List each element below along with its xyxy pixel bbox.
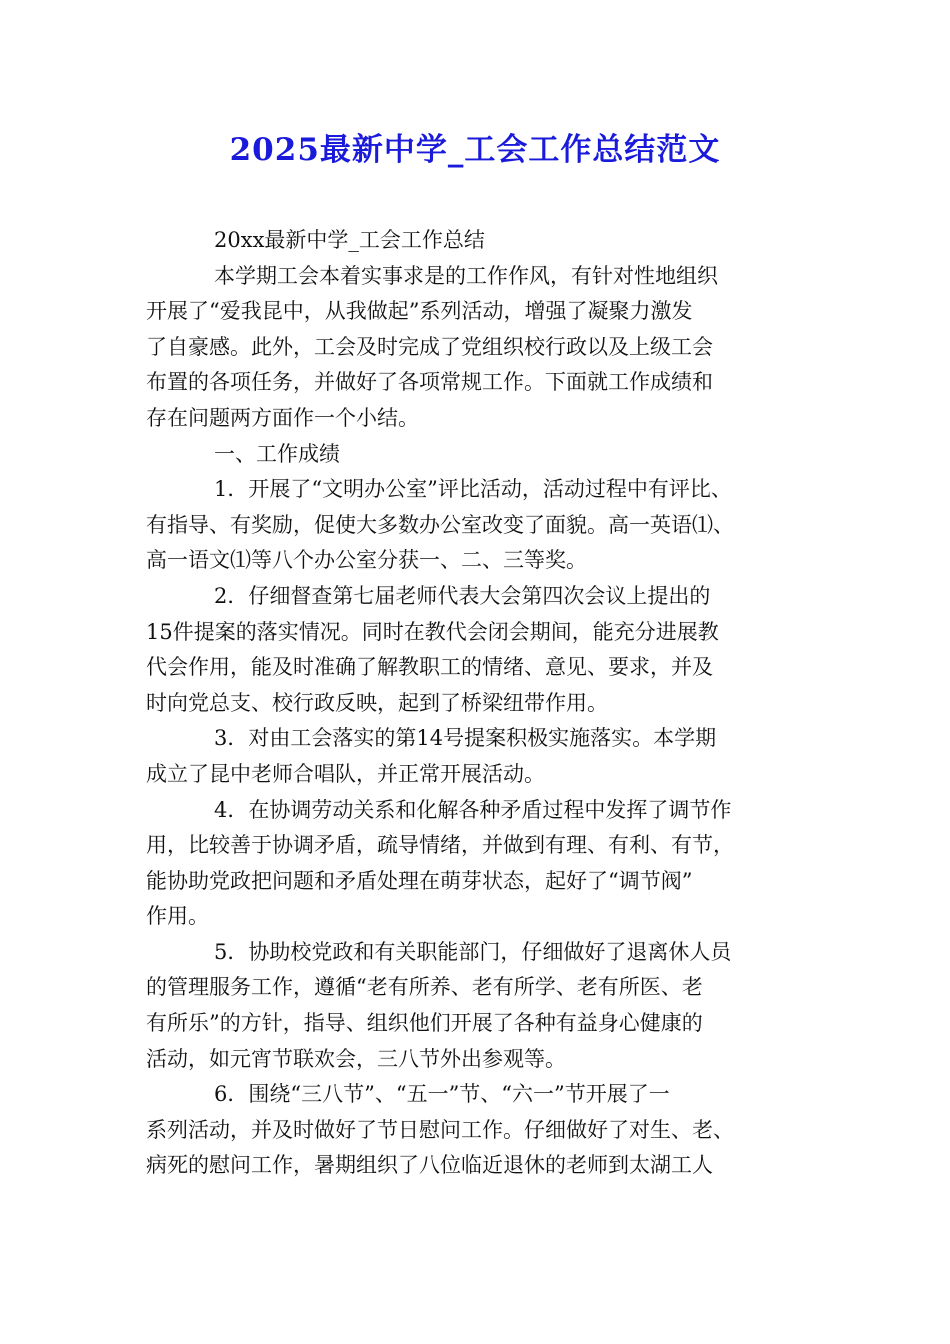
text-line: 布置的各项任务，并做好了各项常规工作。下面就工作成绩和 [146,370,713,395]
text-line: 时向党总支、校行政反映，起到了桥梁纽带作用。 [146,690,608,715]
text-line: 了自豪感。此外，工会及时完成了党组织校行政以及上级工会 [146,334,713,359]
text-line: 4．在协调劳动关系和化解各种矛盾过程中发挥了调节作 [214,797,732,822]
text-line: 1．开展了“文明办公室”评比活动，活动过程中有评比、 [214,477,732,502]
document-body [146,223,806,1184]
text-line: 高一语文⑴等八个办公室分获一、二、三等奖。 [146,548,587,573]
text-line: 的管理服务工作，遵循“老有所养、老有所学、老有所医、老 [146,975,703,1000]
text-line: 开展了“爱我昆中，从我做起”系列活动，增强了凝聚力激发 [146,299,693,324]
text-line: 有指导、有奖励，促使大多数办公室改变了面貌。高一英语⑴、 [146,512,734,537]
text-line: 有所乐”的方针，指导、组织他们开展了各种有益身心健康的 [146,1011,703,1036]
text-line: 病死的慰问工作，暑期组织了八位临近退休的老师到太湖工人 [146,1153,713,1178]
text-line: 一、工作成绩 [214,441,340,466]
text-line: 3．对由工会落实的第14号提案积极实施落实。本学期 [214,726,717,751]
text-line: 6．围绕“三八节”、“五一”节、“六一”节开展了一 [214,1082,670,1107]
text-line: 成立了昆中老师合唱队，并正常开展活动。 [146,761,545,786]
text-line: 作用。 [146,904,209,929]
text-line: 能协助党政把问题和矛盾处理在萌芽状态，起好了“调节阀” [146,868,693,893]
text-line: 存在问题两方面作一个小结。 [146,405,419,430]
text-line: 用，比较善于协调矛盾，疏导情绪，并做到有理、有利、有节， [146,833,734,858]
text-line: 代会作用，能及时准确了解教职工的情绪、意见、要求，并及 [146,655,713,680]
text-line: 15件提案的落实情况。同时在教代会闭会期间，能充分进展教 [146,619,719,644]
text-line: 系列活动，并及时做好了节日慰问工作。仔细做好了对生、老、 [146,1117,734,1142]
text-line: 5．协助校党政和有关职能部门，仔细做好了退离休人员 [214,939,732,964]
text-line: 本学期工会本着实事求是的工作作风，有针对性地组织 [214,263,718,288]
document-title: 2025最新中学_工会工作总结范文 [229,132,721,168]
text-line: 2．仔细督查第七届老师代表大会第四次会议上提出的 [214,583,711,608]
text-line: 20xx最新中学_工会工作总结 [214,228,485,252]
text-line: 活动，如元宵节联欢会，三八节外出参观等。 [146,1046,566,1071]
